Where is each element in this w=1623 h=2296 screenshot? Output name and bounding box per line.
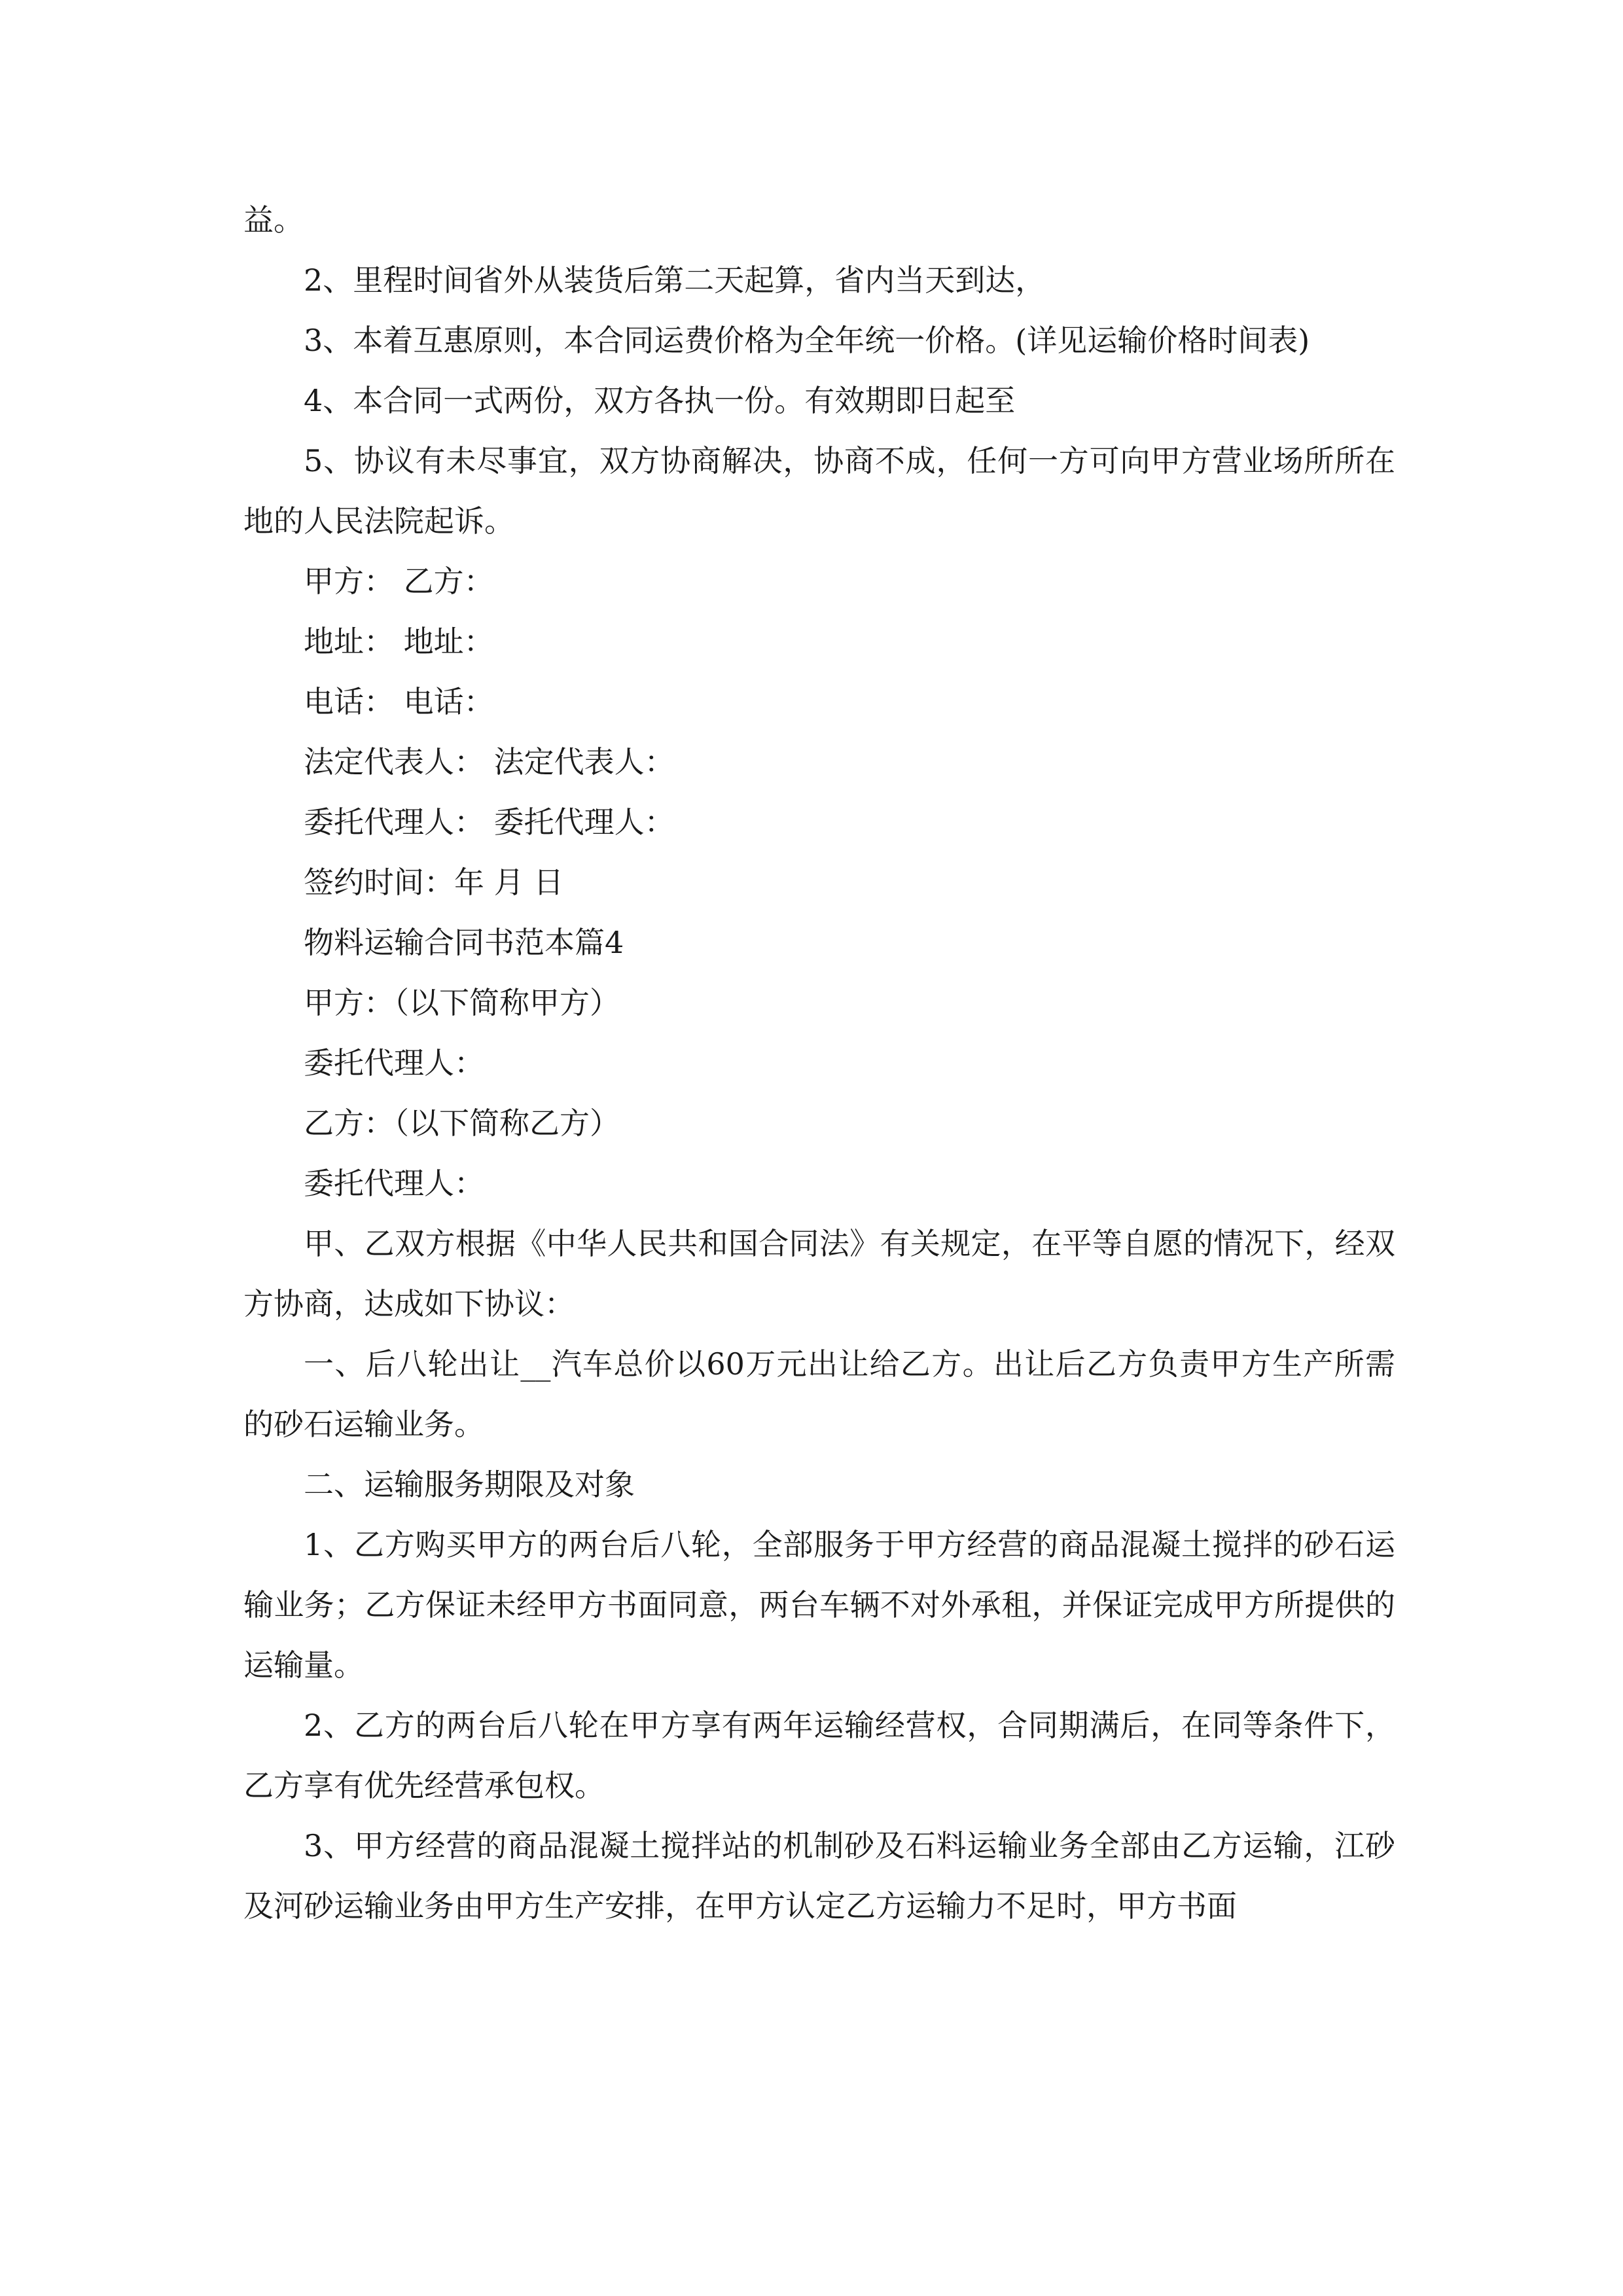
paragraph: 一、后八轮出让__汽车总价以60万元出让给乙方。出让后乙方负责甲方生产所需的砂石运输业务。 bbox=[243, 1346, 1395, 1442]
paragraph: 电话： 电话： bbox=[304, 684, 494, 719]
paragraph: 2、里程时间省外从装货后第二天起算，省内当天到达， bbox=[304, 262, 1046, 298]
paragraph: 5、协议有未尽事宜，双方协商解决，协商不成，任何一方可向甲方营业场所所在地的人民法院起诉。 bbox=[243, 443, 1395, 539]
paragraph: 法定代表人： 法定代表人： bbox=[304, 744, 675, 780]
paragraph: 甲方：（以下简称甲方） bbox=[304, 985, 620, 1020]
document-body bbox=[243, 190, 1395, 1936]
paragraph: 益。 bbox=[243, 202, 304, 238]
paragraph: 甲方： 乙方： bbox=[304, 564, 494, 599]
paragraph: 委托代理人： bbox=[304, 1045, 484, 1081]
paragraph: 2、乙方的两台后八轮在甲方享有两年运输经营权，合同期满后，在同等条件下，乙方享有优先经营承包权。 bbox=[243, 1708, 1395, 1803]
paragraph: 3、甲方经营的商品混凝土搅拌站的机制砂及石料运输业务全部由乙方运输，江砂及河砂运输业务由甲方生产安排，在甲方认定乙方运输力不足时，甲方书面 bbox=[243, 1828, 1395, 1924]
paragraph: 乙方：（以下简称乙方） bbox=[304, 1105, 620, 1141]
paragraph: 甲、乙双方根据《中华人民共和国合同法》有关规定，在平等自愿的情况下，经双方协商，达成如下协议： bbox=[243, 1226, 1395, 1321]
paragraph: 4、本合同一式两份，双方各执一份。有效期即日起至 bbox=[304, 383, 1016, 418]
paragraph: 委托代理人： bbox=[304, 1166, 484, 1201]
paragraph: 地址： 地址： bbox=[304, 624, 494, 659]
paragraph: 二、运输服务期限及对象 bbox=[304, 1467, 635, 1502]
paragraph: 1、乙方购买甲方的两台后八轮，全部服务于甲方经营的商品混凝土搅拌的砂石运输业务；乙方保证未经甲方书面同意，两台车辆不对外承租，并保证完成甲方所提供的运输量。 bbox=[243, 1527, 1395, 1683]
paragraph: 委托代理人： 委托代理人： bbox=[304, 804, 675, 840]
section-heading: 物料运输合同书范本篇4 bbox=[304, 925, 624, 960]
paragraph: 签约时间：年 月 日 bbox=[304, 865, 564, 900]
paragraph: 3、本着互惠原则，本合同运费价格为全年统一价格。(详见运输价格时间表) bbox=[304, 323, 1310, 358]
